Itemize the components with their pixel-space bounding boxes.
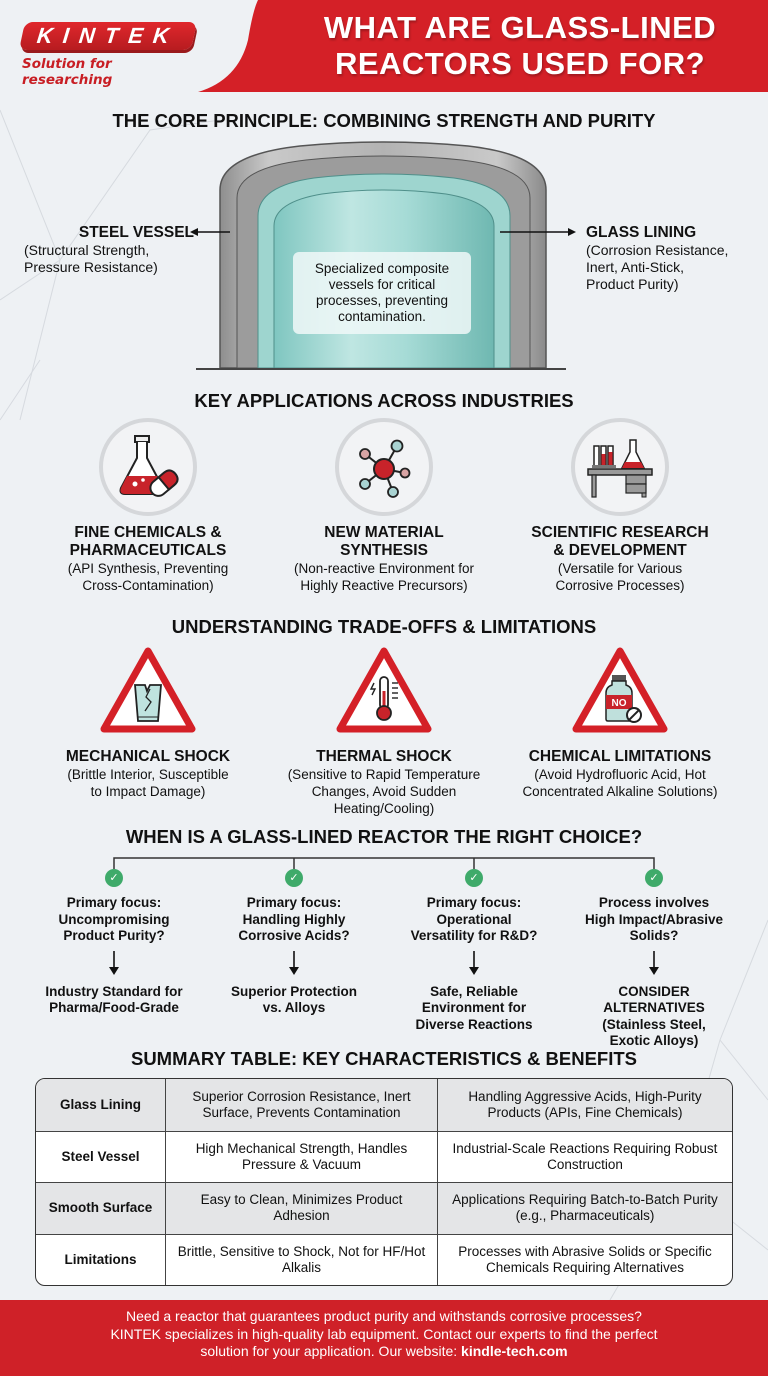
table-cell-characteristic: Easy to Clean, Minimizes Product Adhesion bbox=[166, 1183, 438, 1234]
app-icon-circle bbox=[99, 418, 197, 516]
main-title-line2: REACTORS USED FOR? bbox=[334, 46, 706, 81]
limitation-item bbox=[500, 645, 740, 800]
table-cell-benefit: Industrial-Scale Reactions Requiring Robust Construction bbox=[452, 1140, 718, 1172]
table-row bbox=[36, 1131, 732, 1183]
decision-question: Primary focus: Uncompromising Product Purity? bbox=[58, 895, 170, 943]
lim-title: CHEMICAL LIMITATIONS bbox=[528, 748, 712, 765]
lim-sub: (Sensitive to Rapid Temperature bbox=[287, 767, 481, 782]
limitation-item bbox=[264, 645, 504, 817]
flask-pill-icon bbox=[113, 432, 183, 502]
glass-lining-label bbox=[586, 224, 756, 293]
app-icon-circle bbox=[571, 418, 669, 516]
chemical-bottle-warning-icon bbox=[570, 645, 670, 737]
app-sub: (Versatile for Various bbox=[557, 561, 683, 576]
glass-lining-sub: Inert, Anti-Stick, bbox=[586, 259, 685, 275]
footer-line: Need a reactor that guarantees product purity and withstands corrosive processes? bbox=[126, 1308, 642, 1324]
decision-answer: Industry Standard for Pharma/Food-Grade bbox=[45, 983, 183, 1015]
app-title-line: SYNTHESIS bbox=[340, 542, 428, 559]
summary-table bbox=[35, 1078, 733, 1286]
lim-title: THERMAL SHOCK bbox=[316, 748, 452, 765]
cracked-glass-warning-icon bbox=[98, 645, 198, 737]
table-cell-characteristic: High Mechanical Strength, Handles Pressure & Vacuum bbox=[166, 1132, 438, 1183]
decision-answer: CONSIDER ALTERNATIVES (Stainless Steel, Exotic Alloys) bbox=[602, 983, 706, 1048]
table-cell-characteristic: Brittle, Sensitive to Shock, Not for HF/Hot Alkalis bbox=[166, 1235, 438, 1286]
steel-vessel-title: STEEL VESSEL bbox=[78, 224, 194, 241]
decision-answer: Superior Protection vs. Alloys bbox=[230, 983, 357, 1015]
arrow-down-icon bbox=[287, 951, 301, 975]
app-sub: (API Synthesis, Preventing bbox=[67, 561, 229, 576]
lim-title: MECHANICAL SHOCK bbox=[65, 748, 231, 765]
footer-line: KINTEK specializes in high-quality lab equipment. Contact our experts to find the perfect bbox=[110, 1325, 658, 1342]
decision-tree bbox=[0, 855, 768, 1048]
lim-sub: (Brittle Interior, Susceptible bbox=[67, 767, 229, 782]
check-icon: ✓ bbox=[645, 869, 663, 887]
table-cell-feature: Glass Lining bbox=[36, 1079, 166, 1131]
table-cell-feature: Steel Vessel bbox=[36, 1132, 166, 1183]
vessel-diagram bbox=[0, 140, 768, 380]
table-row bbox=[36, 1234, 732, 1286]
table-cell-feature: Limitations bbox=[36, 1235, 166, 1286]
app-title-line: PHARMACEUTICALS bbox=[69, 542, 227, 559]
main-title-line1: WHAT ARE GLASS-LINED bbox=[323, 10, 717, 45]
steel-vessel-sub: (Structural Strength, bbox=[24, 242, 150, 258]
decision-question: Primary focus: Handling Highly Corrosive Acids? bbox=[238, 895, 350, 943]
glass-lining-sub: Product Purity) bbox=[586, 276, 679, 292]
lim-sub: Changes, Avoid Sudden bbox=[311, 784, 457, 799]
table-row bbox=[36, 1079, 732, 1131]
check-icon: ✓ bbox=[105, 869, 123, 887]
lim-sub: Heating/Cooling) bbox=[333, 801, 435, 816]
check-icon: ✓ bbox=[285, 869, 303, 887]
limitation-item bbox=[28, 645, 268, 800]
app-title bbox=[505, 524, 735, 560]
app-icon-circle bbox=[335, 418, 433, 516]
decision-node bbox=[384, 869, 564, 1033]
footer-cta bbox=[0, 1300, 768, 1376]
app-title-line: SCIENTIFIC RESEARCH bbox=[531, 524, 709, 541]
app-title-line: & DEVELOPMENT bbox=[553, 542, 687, 559]
decision-title: WHEN IS A GLASS-LINED REACTOR THE RIGHT CHOICE? bbox=[125, 826, 643, 847]
app-sub: Highly Reactive Precursors) bbox=[300, 578, 468, 593]
kintek-logo bbox=[22, 22, 202, 88]
svg-text:NO: NO bbox=[611, 698, 627, 709]
logo-text: KINTEK bbox=[35, 23, 181, 48]
table-cell-benefit: Processes with Abrasive Solids or Specific Chemicals Requiring Alternatives bbox=[458, 1243, 712, 1275]
arrow-down-icon bbox=[647, 951, 661, 975]
arrow-down-icon bbox=[107, 951, 121, 975]
decision-node bbox=[564, 869, 744, 1050]
application-item bbox=[33, 418, 263, 594]
table-cell-characteristic: Superior Corrosion Resistance, Inert Surface, Prevents Contamination bbox=[166, 1079, 438, 1131]
logo-badge bbox=[19, 22, 197, 50]
core-principle-title: THE CORE PRINCIPLE: COMBINING STRENGTH AND PURITY bbox=[112, 110, 656, 131]
lim-sub: (Avoid Hydrofluoric Acid, Hot bbox=[534, 767, 706, 782]
steel-vessel-sub: Pressure Resistance) bbox=[24, 259, 158, 275]
table-cell-feature: Smooth Surface bbox=[36, 1183, 166, 1234]
vessel-note: Specialized composite vessels for critical processes, preventing contamination. bbox=[293, 252, 471, 334]
glass-lining-title: GLASS LINING bbox=[586, 224, 697, 241]
decision-node bbox=[24, 869, 204, 1017]
app-title-line: NEW MATERIAL bbox=[324, 524, 444, 541]
application-item bbox=[269, 418, 499, 594]
limitations-title: UNDERSTANDING TRADE-OFFS & LIMITATIONS bbox=[171, 616, 597, 637]
table-cell-benefit: Applications Requiring Batch-to-Batch Purity (e.g., Pharmaceuticals) bbox=[452, 1192, 718, 1224]
app-title-line: FINE CHEMICALS & bbox=[74, 524, 222, 541]
app-sub: Corrosive Processes) bbox=[555, 578, 685, 593]
app-title bbox=[33, 524, 263, 560]
app-sub: (Non-reactive Environment for bbox=[293, 561, 475, 576]
decision-answer: Safe, Reliable Environment for Diverse Reactions bbox=[415, 983, 533, 1032]
check-icon: ✓ bbox=[465, 869, 483, 887]
arrow-down-icon bbox=[467, 951, 481, 975]
summary-title: SUMMARY TABLE: KEY CHARACTERISTICS & BENEFITS bbox=[130, 1048, 638, 1069]
footer-line bbox=[0, 1343, 768, 1361]
table-cell-benefit: Handling Aggressive Acids, High-Purity Products (APIs, Fine Chemicals) bbox=[468, 1088, 702, 1120]
lim-sub: Concentrated Alkaline Solutions) bbox=[522, 784, 718, 799]
lab-bench-icon bbox=[584, 432, 656, 502]
website-link[interactable]: kindle-tech.com bbox=[461, 1343, 568, 1359]
thermometer-warning-icon bbox=[334, 645, 434, 737]
lim-sub: to Impact Damage) bbox=[90, 784, 206, 799]
molecule-icon bbox=[349, 432, 419, 502]
decision-node bbox=[204, 869, 384, 1017]
application-item bbox=[505, 418, 735, 594]
table-row bbox=[36, 1182, 732, 1234]
header bbox=[0, 0, 768, 92]
applications-title: KEY APPLICATIONS ACROSS INDUSTRIES bbox=[194, 390, 574, 411]
logo-tagline: Solution for researching bbox=[22, 56, 113, 88]
glass-lining-sub: (Corrosion Resistance, bbox=[586, 242, 729, 258]
footer-text: solution for your application. Our website: bbox=[200, 1343, 462, 1359]
main-title bbox=[280, 10, 760, 82]
app-title bbox=[269, 524, 499, 560]
app-sub: Cross-Contamination) bbox=[82, 578, 214, 593]
decision-question: Primary focus: Operational Versatility for R&D? bbox=[410, 895, 538, 943]
decision-question: Process involves High Impact/Abrasive Solids? bbox=[584, 895, 724, 943]
steel-vessel-label bbox=[24, 224, 194, 276]
